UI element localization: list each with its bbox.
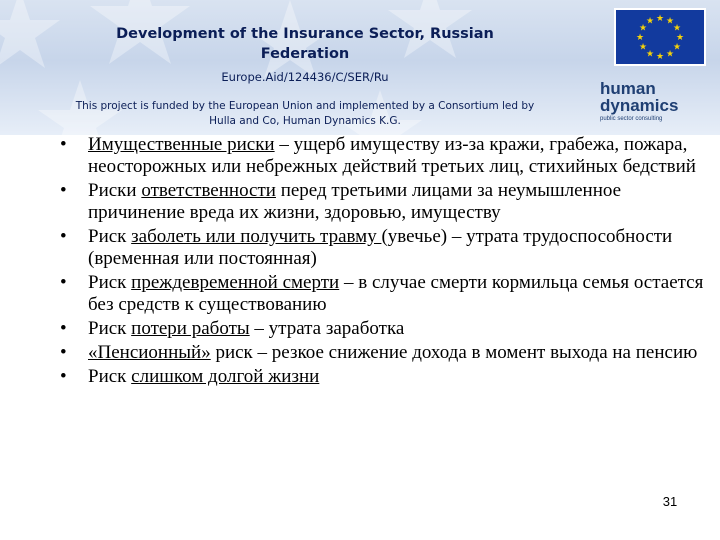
item-underlined: «Пенсионный»	[88, 342, 211, 363]
logo-line-1: human	[600, 79, 656, 98]
item-prefix: Риск	[88, 272, 132, 293]
page-number: 31	[662, 494, 678, 509]
item-underlined: заболеть или получить травму	[131, 226, 382, 247]
list-item	[60, 180, 710, 224]
funding-line-2: Hulla and Co, Human Dynamics K.G.	[209, 115, 401, 127]
list-item	[60, 342, 710, 364]
bullet: •	[60, 134, 67, 155]
item-prefix: Риск	[88, 226, 132, 247]
project-title-line-2: Federation	[260, 46, 350, 62]
svg-text:★: ★	[645, 16, 655, 27]
eu-flag-icon	[614, 8, 706, 66]
project-reference: Europe.Aid/124436/C/SER/Ru	[221, 70, 389, 84]
bullet: •	[60, 226, 67, 247]
slide-header	[0, 0, 720, 135]
list-item	[60, 318, 710, 340]
logo-line-2: dynamics	[600, 96, 679, 115]
item-text: – утрата заработка	[249, 318, 405, 339]
svg-text:★: ★	[638, 42, 648, 53]
list-item	[60, 134, 710, 178]
svg-text:★: ★	[665, 16, 675, 27]
svg-text:★: ★	[672, 42, 682, 53]
item-text: – в случае смерти кормильца семья остается без средств к существованию	[88, 272, 704, 315]
item-underlined: потери работы	[131, 318, 250, 339]
list-item	[60, 366, 710, 388]
bullet: •	[60, 318, 67, 339]
item-underlined: ответственности	[141, 180, 276, 201]
item-prefix: Риск	[88, 366, 132, 387]
risk-list	[60, 134, 710, 390]
item-underlined: слишком долгой жизни	[131, 366, 320, 387]
svg-text:★: ★	[635, 33, 645, 43]
list-item	[60, 272, 710, 316]
svg-text:★: ★	[672, 23, 682, 34]
bullet: •	[60, 180, 67, 201]
project-title-line-1: Development of the Insurance Sector, Russian	[116, 26, 494, 42]
svg-text:★: ★	[645, 49, 655, 60]
human-dynamics-logo	[600, 80, 715, 135]
project-title	[70, 24, 540, 64]
svg-text:★: ★	[638, 23, 648, 34]
bullet: •	[60, 342, 67, 363]
item-text: риск – резкое снижение дохода в момент выхода на пенсию	[210, 342, 698, 363]
item-text: перед третьими лицами за неумышленное причинение вреда их жизни, здоровью, имуществу	[88, 180, 622, 223]
item-underlined: Имущественные риски	[88, 134, 275, 155]
eu-stars-icon	[616, 10, 704, 64]
logo-tagline: public sector consulting	[600, 116, 663, 122]
item-text: (увечье) – утрата трудоспособности (временная или постоянная)	[88, 226, 673, 269]
svg-text:★: ★	[675, 33, 685, 43]
svg-text:★: ★	[655, 14, 665, 24]
item-prefix: Риск	[88, 318, 132, 339]
svg-text:★: ★	[655, 52, 665, 62]
item-underlined: преждевременной смерти	[131, 272, 340, 293]
item-text: – ущерб имуществу из-за кражи, грабежа, пожара, неосторожных или небрежных действий третьих лиц, стихийных бедствий	[88, 134, 696, 177]
bullet: •	[60, 366, 67, 387]
funding-statement	[20, 99, 590, 129]
bullet: •	[60, 272, 67, 293]
funding-line-1: This project is funded by the European Union and implemented by a Consortium led by	[75, 100, 535, 112]
svg-text:★: ★	[665, 49, 675, 60]
item-prefix: Риски	[88, 180, 142, 201]
list-item	[60, 226, 710, 270]
